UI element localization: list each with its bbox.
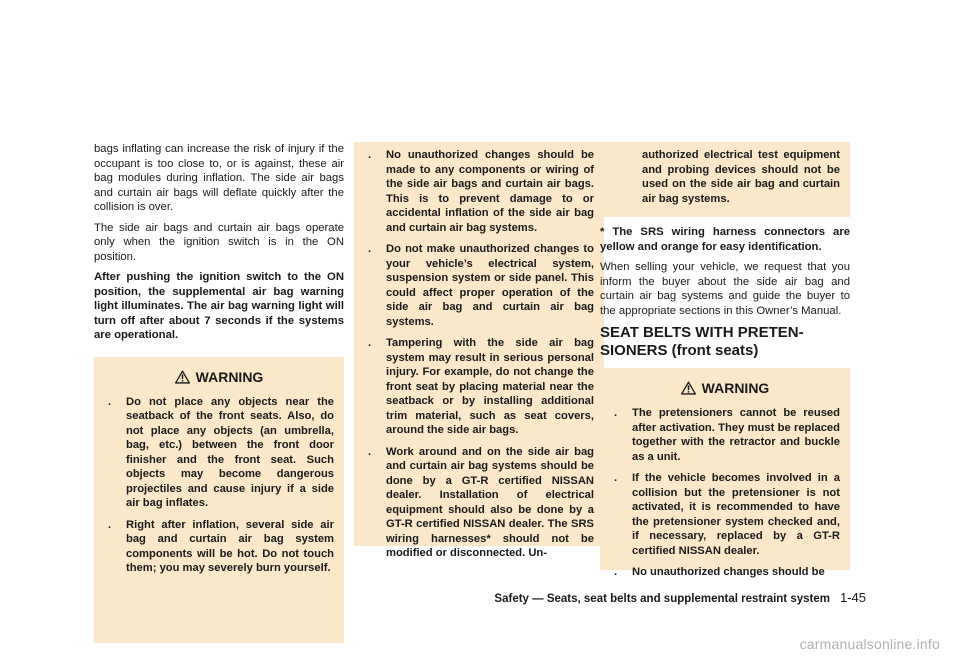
warning-title: WARNING <box>195 368 264 385</box>
warning-header <box>610 380 840 396</box>
watermark: carmanualsonline.info <box>799 636 940 652</box>
bullet: . <box>368 149 372 161</box>
warning-item: . Right after inflation, several side air bag and curtain air bag system components will be hot. Do not touch them; you may severely burn yourself. <box>108 518 334 574</box>
bullet: . <box>614 407 618 419</box>
warning-header <box>104 369 334 385</box>
column-middle <box>354 142 604 559</box>
warning-item: . If the vehicle becomes involved in a collision but the pretensioner is not activated, it is recommended to have the pretensioner system checked and, if necessary, replaced by a GT-R certified NISSAN dealer. <box>614 472 840 557</box>
warning-list <box>610 406 840 580</box>
bullet: . <box>614 472 618 484</box>
column-left <box>94 142 344 643</box>
bullet: . <box>368 445 372 458</box>
warning-item: . Do not place any objects near the seatback of the front seats. Also, do not place any objects (an umbrella, bag, etc.) between the front door finisher and the front seat. Such objects may become dangerous projectiles and cause injury if a side air bag inflates. <box>108 395 334 509</box>
warning-item: . Tampering with the side air bag system may result in serious personal injury. For example, do not change the front seat by placing material near the seatback or by installing additional trim material, such as seat covers, around the side air bags. <box>368 337 594 436</box>
column-right <box>600 142 850 578</box>
bullet: . <box>108 395 112 408</box>
page-footer <box>494 590 866 605</box>
warning-title: WARNING <box>701 380 770 396</box>
warning-item: . Work around and on the side air bag and curtain air bag systems should be done by a GT-R certified NISSAN dealer. Installation of electrical equipment should also be done by a GT-R certified NISSAN dealer. The SRS wiring harnesses* should not be modified or disconnected. Un- <box>368 445 594 559</box>
warning-triangle-icon <box>175 370 190 384</box>
warning-triangle-icon <box>681 381 696 395</box>
paragraph-ignition: The side air bags and curtain air bags operate only when the ignition switch is in the ON position. <box>94 221 344 263</box>
page-number: 1-45 <box>839 590 866 605</box>
warning-box-middle <box>354 142 604 559</box>
bullet: . <box>614 566 618 578</box>
warning-list <box>364 148 594 561</box>
paragraph-warning-light: After pushing the ignition switch to the ON position, the supplemental air bag warning light illuminates. The air bag warning light will turn off after about 7 seconds if the systems are operational. <box>94 271 344 341</box>
paragraph-selling-vehicle: When selling your vehicle, we request that you inform the buyer about the side air bag and curtain air bag systems and guide the buyer to the appropriate sections in this Owner’s Manual. <box>600 261 850 317</box>
warning-box-continued <box>600 142 850 217</box>
footer-section-title: Safety — Seats, seat belts and supplemental restraint system <box>494 593 830 605</box>
warning-item: . The pretensioners cannot be reused after activation. They must be replaced together with the retractor and buckle as a unit. <box>614 407 840 463</box>
warning-item: . Do not make unauthorized changes to your vehicle’s electrical system, suspension system or side panel. This could affect proper operation of the side air bag and curtain air bag systems. <box>368 243 594 328</box>
warning-box-left <box>94 357 344 643</box>
warning-item: . No unauthorized changes should be made to any components or wiring of the side air bags and curtain air bags. This is to prevent damage to or accidental inflation of the side air bag and curtain air bag systems. <box>368 149 594 234</box>
warning-list <box>104 395 334 576</box>
section-heading-pretensioners: SEAT BELTS WITH PRETEN-SIONERS (front seats) <box>600 324 804 359</box>
footnote-srs-connectors: * The SRS wiring harness connectors are yellow and orange for easy identification. <box>600 226 850 253</box>
bullet: . <box>368 243 372 255</box>
paragraph-airbag-inflation: bags inflating can increase the risk of injury if the occupant is too close to, or is against, these air bag modules during inflation. The side air bags and curtain air bags will deflate quickly after the collision is over. <box>94 143 344 213</box>
warning-continued-text: authorized electrical test equipment and probing devices should not be used on the side air bag and curtain air bag systems. <box>642 149 840 205</box>
bullet: . <box>368 337 372 349</box>
warning-box-right <box>600 368 850 578</box>
warning-item: . No unauthorized changes should be <box>614 566 825 578</box>
bullet: . <box>108 518 112 531</box>
